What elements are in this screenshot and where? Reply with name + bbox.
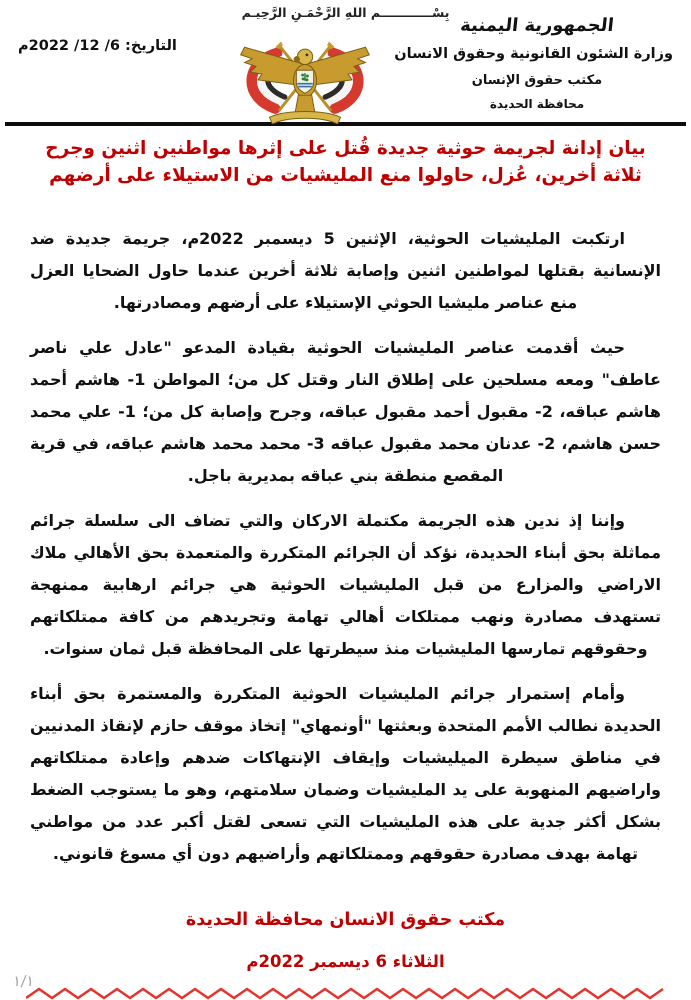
date-field: التاريخ: 6/ 12/ 2022م (18, 38, 177, 54)
paragraph-4: وأمام إستمرار جرائم المليشيات الحوثية المتكررة والمستمرة بحق أبناء الحديدة نطالب الأمم المتحدة وبعثتها "أونمهاي" إتخاذ موقف حازم لإنقاذ المدنيين في مناطق سيطرة الميليشيات وإيقاف الإنتهاكات ضدهم وإعادة ممتلكاتهم واراضيهم المنهوبة على يد المليشيات وضمان سلامتهم، وهو ما يستوجب الضغط بشكل أكثر جدية على هذه المليشيات التي تسعى لقتل أكبر عدد من مواطني تهامة بهدف مصادرة حقوقهم وممتلكاتهم وأراضيهم دون أي مسوغ قانوني. (30, 684, 661, 863)
paragraph-2: حيث أقدمت عناصر المليشيات الحوثية بقيادة المدعو "عادل علي ناصر عاطف" ومعه مسلحين على إطلاق النار وقتل كل من؛ المواطن 1- هاشم أحمد هاشم عباقه، 2- مقبول أحمد مقبول عباقه، وجرح وإصابة كل من؛ 1- علي محمد حسن هاشم، 2- عدنان محمد مقبول عباقه 3- محمد محمد هاشم عباقه، في قرية المقصع منطقة بني عباقه بمديرية باجل. (30, 338, 662, 485)
governorate-name: محافظة الحديدة (489, 97, 585, 111)
statement-title (24, 135, 667, 189)
bismillah-calligraphy: بِسْــــــــــــم اللهِ الرَّحْمَـنِ الرَّحِيـم (241, 5, 450, 20)
title-line-2: ثلاثة أخرين، عُزل، حاولوا منع المليشيات من الاستيلاء على أرضهم (49, 165, 642, 186)
paragraph-3: وإننا إذ ندين هذه الجريمة مكتملة الاركان والتي تضاف الى سلسلة جرائم مماثلة بحق أبناء الحديدة، نؤكد أن الجرائم المتكررة والمتعمدة بحق الأهالي ملاك الاراضي والمزارع من قبل المليشيات الحوثية هي جرائم ارهابية ممنهجة تستهدف مصادرة ونهب ممتلكات أهالي تهامة وتجريدهم من كافة ممتلكاتهم وحقوقهم تمارسها المليشيات منذ سيطرتها على المحافظة قبل ثمان سنوات. (30, 511, 661, 658)
signature-date: الثلاثاء 6 ديسمبر 2022م (246, 952, 445, 971)
paragraph-1: ارتكبت المليشيات الحوثية، الإثنين 5 ديسمبر 2022م، جريمة جديدة ضد الإنسانية بقتلها لمواطنين اثنين وإصابة ثلاثة أخرين عندما حاول الضحايا العزل منع عناصر مليشيا الحوثي الإستيلاء على أرضهم ومصادرتها. (30, 229, 661, 312)
letterhead (0, 0, 691, 122)
signature-block (0, 910, 691, 971)
org-header-block (394, 0, 673, 111)
signature-office: مكتب حقوق الانسان محافظة الحديدة (185, 910, 506, 930)
statement-body (30, 223, 661, 870)
page-number: ١/١ (12, 972, 36, 990)
title-line-1: بيان إدانة لجريمة حوثية جديدة قُتل على إثرها مواطنين اثنين وجرح (45, 138, 646, 159)
office-name: مكتب حقوق الإنسان (471, 73, 603, 88)
ministry-name: وزارة الشئون القانونية وحقوق الانسان (394, 46, 673, 62)
country-name-calligraphy: الجمهورية اليمنية (459, 15, 615, 36)
zigzag-border-decoration (26, 987, 666, 1000)
